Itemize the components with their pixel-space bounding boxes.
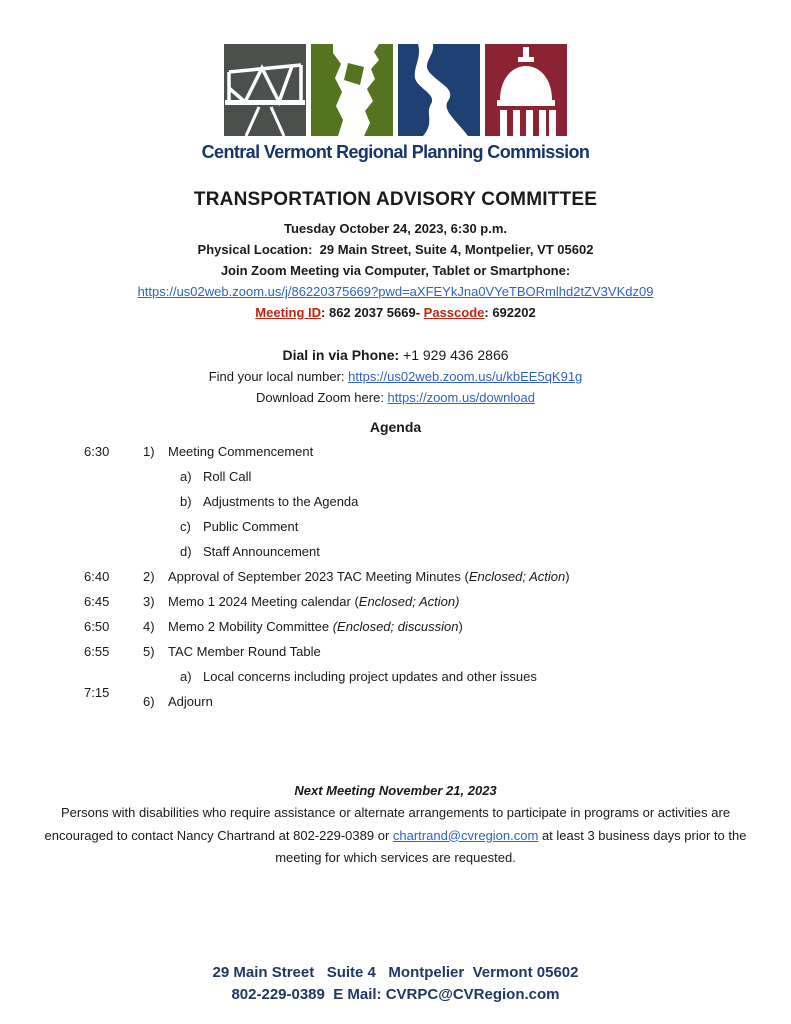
agenda-item-time: 6:55 [84,644,110,659]
local-number-label: Find your local number: [208,369,349,384]
agenda-item-row [84,439,791,464]
accessibility-text-after: at least 3 business days prior to the meeting for which services are requested. [275,827,747,865]
agenda-item-row [84,685,791,714]
meeting-id-sep: : [321,305,329,320]
download-zoom-label: Download Zoom here: [256,390,388,405]
agenda-item-text: TAC Member Round Table [168,644,321,659]
agenda-subitem-letter: a) [180,469,192,484]
winding-road-icon [398,44,480,136]
agenda-item-number: 1) [143,444,155,459]
agenda-subitem-letter: c) [180,519,191,534]
agenda-item-row [84,614,791,639]
agenda-subitem-text: Adjustments to the Agenda [203,494,359,509]
bridge-icon [224,44,306,136]
next-meeting-note: Next Meeting November 21, 2023 [294,783,497,798]
meeting-datetime: Tuesday October 24, 2023, 6:30 p.m. [283,221,508,236]
agenda-subitem-row [180,514,791,539]
agenda-subitem-text: Local concerns including project updates and other issues [203,669,537,684]
download-zoom-link[interactable]: https://zoom.us/download [387,390,535,405]
agenda-item-row [84,564,791,589]
org-name: Central Vermont Regional Planning Commission [201,142,590,162]
agenda-subitem-text: Public Comment [203,519,299,534]
agenda-heading: Agenda [369,419,422,435]
agenda-item-text: Adjourn [168,694,213,709]
dial-in-number: +1 929 436 2866 [403,347,509,363]
agenda-item-row [84,589,791,614]
agenda-item-text: Approval of September 2023 TAC Meeting Minutes (Enclosed; Action) [168,569,570,584]
footer-address: 29 Main Street Suite 4 Montpelier Vermont 05602 [212,963,579,981]
agenda-item-text: Meeting Commencement [168,444,314,459]
capitol-dome-icon [485,44,567,136]
agenda-subitem-letter: d) [180,544,192,559]
agenda-item-time: 6:45 [84,594,110,609]
vermont-map-icon [311,44,393,136]
agenda-item-text: Memo 1 2024 Meeting calendar (Enclosed; Action) [168,594,460,609]
agenda-item-number: 2) [143,569,155,584]
agenda-subitem-row [180,464,791,489]
passcode-sep: : [484,305,493,320]
agenda-subitem-letter: b) [180,494,192,509]
agenda-item-text: Memo 2 Mobility Committee (Enclosed; discussion) [168,619,463,634]
assistance-email-link[interactable]: chartrand@cvregion.com [392,827,539,843]
agenda-subitem-text: Staff Announcement [203,544,320,559]
cvrpc-logo [0,44,791,136]
agenda-item-number: 3) [143,594,155,609]
agenda-subitem-row [180,489,791,514]
local-number-link[interactable]: https://us02web.zoom.us/u/kbEE5qK91g [348,369,583,384]
agenda-subitem-row [180,539,791,564]
dial-in-label: Dial in via Phone: [282,347,404,363]
agenda-item-time: 6:50 [84,619,110,634]
agenda-item-time: 6:30 [84,444,110,459]
meeting-id-label: Meeting ID [255,305,322,320]
agenda-item-row [84,639,791,664]
join-zoom-label: Join Zoom Meeting via Computer, Tablet or Smartphone: [220,263,571,278]
accessibility-paragraph [43,802,749,870]
agenda-item-time: 7:15 [84,685,110,700]
meeting-id-value: 862 2037 5669- [328,305,424,320]
page-title: TRANSPORTATION ADVISORY COMMITTEE [193,189,598,210]
physical-location: Physical Location: 29 Main Street, Suite 4, Montpelier, VT 05602 [197,242,594,257]
agenda-item-number: 6) [143,694,155,709]
accessibility-text-before: Persons with disabilities who require assistance or alternate arrangements to participate in programs or activities are encouraged to contact Nancy Chartrand at 802-229-0389 or [44,805,731,843]
agenda-item-number: 4) [143,619,155,634]
passcode-label: Passcode [423,305,485,320]
agenda-subitem-letter: a) [180,669,192,684]
agenda-subitem-row [180,664,791,689]
agenda-item-number: 5) [143,644,155,659]
footer-contact: 802-229-0389 E Mail: CVRPC@CVRegion.com [231,985,560,1003]
agenda-list [84,439,791,714]
agenda-subitem-text: Roll Call [203,469,252,484]
passcode-value: 692202 [492,305,536,320]
agenda-item-time: 6:40 [84,569,110,584]
zoom-meeting-link[interactable]: https://us02web.zoom.us/j/86220375669?pwd=aXFEYkJna0VYeTBORmlhd2tZV3VKdz09 [137,284,654,299]
